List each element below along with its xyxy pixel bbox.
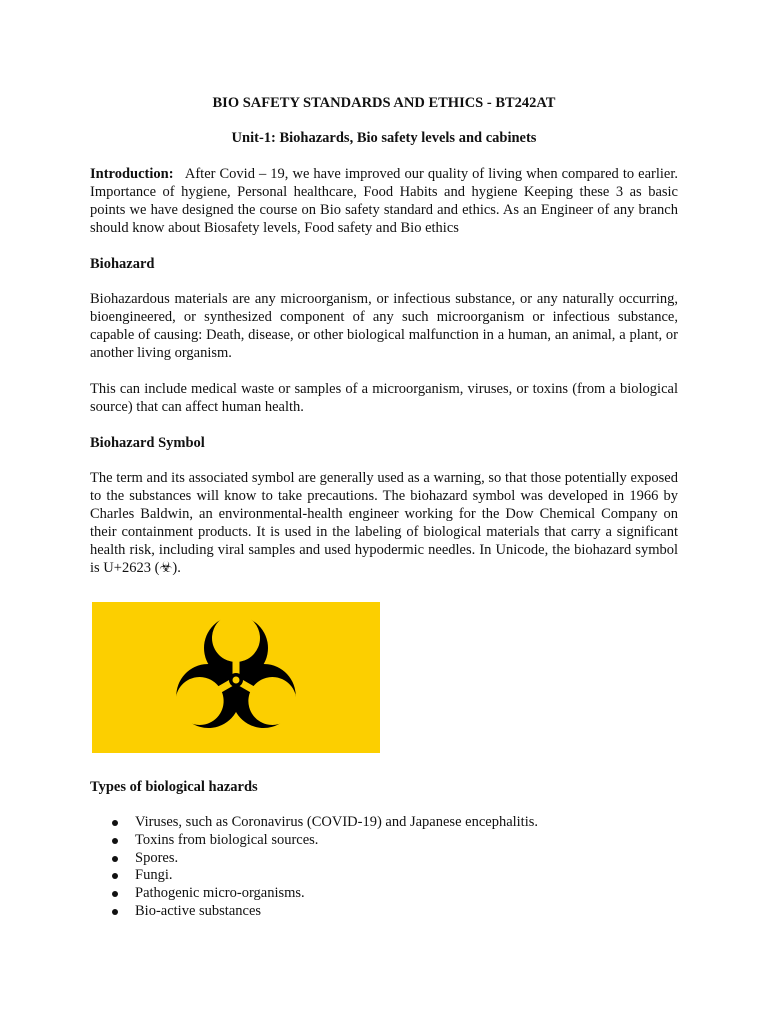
list-item xyxy=(112,885,538,903)
bullet-icon xyxy=(112,873,118,879)
biohazard-symbol-heading: Biohazard Symbol xyxy=(90,435,205,451)
introduction-paragraph xyxy=(90,165,678,237)
unit-title: Unit-1: Biohazards, Bio safety levels and cabinets xyxy=(231,130,537,146)
types-heading: Types of biological hazards xyxy=(90,779,258,795)
list-item-text: Toxins from biological sources. xyxy=(135,831,319,848)
biohazard-figure xyxy=(92,602,380,753)
list-item-text: Fungi. xyxy=(135,867,173,884)
list-item-text: Pathogenic micro-organisms. xyxy=(135,885,305,902)
list-item xyxy=(112,850,538,868)
list-item-text: Bio-active substances xyxy=(135,902,262,919)
introduction-text: After Covid – 19, we have improved our quality of living when compared to earlier. Importance of hygiene, Personal healthcare, Food Habits and hygiene Keeping these 3 as basic points we have designed the course on Bio safety standard and ethics. As an Engineer of any branch should know about Biosafety levels, Food safety and Bio ethics xyxy=(90,166,678,236)
document-title: BIO SAFETY STANDARDS AND ETHICS - BT242AT xyxy=(212,95,556,111)
biohazard-paragraph-2: This can include medical waste or samples of a microorganism, viruses, or toxins (from a biological source) that can affect human health. xyxy=(90,381,678,415)
list-item xyxy=(112,903,538,921)
bullet-icon xyxy=(112,891,118,897)
biohazard-symbol-paragraph: The term and its associated symbol are generally used as a warning, so that those potentially exposed to the substances will know to take precautions. The biohazard symbol was developed in 1966 by Charles Baldwin, an environmental-health engineer working for the Dow Chemical Company on their containment products. It is used in the labeling of biological materials that carry a significant health risk, including viral samples and used hypodermic needles. In Unicode, the biohazard symbol is U+2623 (☣). xyxy=(90,470,678,576)
list-item-text: Viruses, such as Coronavirus (COVID-19) and Japanese encephalitis. xyxy=(135,814,539,830)
bullet-icon xyxy=(112,909,118,915)
bullet-icon xyxy=(112,838,118,844)
biohazard-heading: Biohazard xyxy=(90,256,155,272)
bullet-icon xyxy=(112,856,118,862)
list-item xyxy=(112,832,538,850)
list-item-text: Spores. xyxy=(135,849,179,866)
list-item xyxy=(112,867,538,885)
list-item xyxy=(112,814,538,832)
hazard-types-list xyxy=(112,814,538,921)
biohazard-icon xyxy=(92,602,380,753)
biohazard-paragraph-1: Biohazardous materials are any microorganism, or infectious substance, or any naturally occurring, bioengineered, or synthesized component of any such microorganism or infectious substance, capable of causing: Death, disease, or other biological malfunction in a human, an animal, a plant, or another living organism. xyxy=(90,291,678,361)
bullet-icon xyxy=(112,820,118,826)
introduction-label: Introduction: xyxy=(90,166,174,182)
